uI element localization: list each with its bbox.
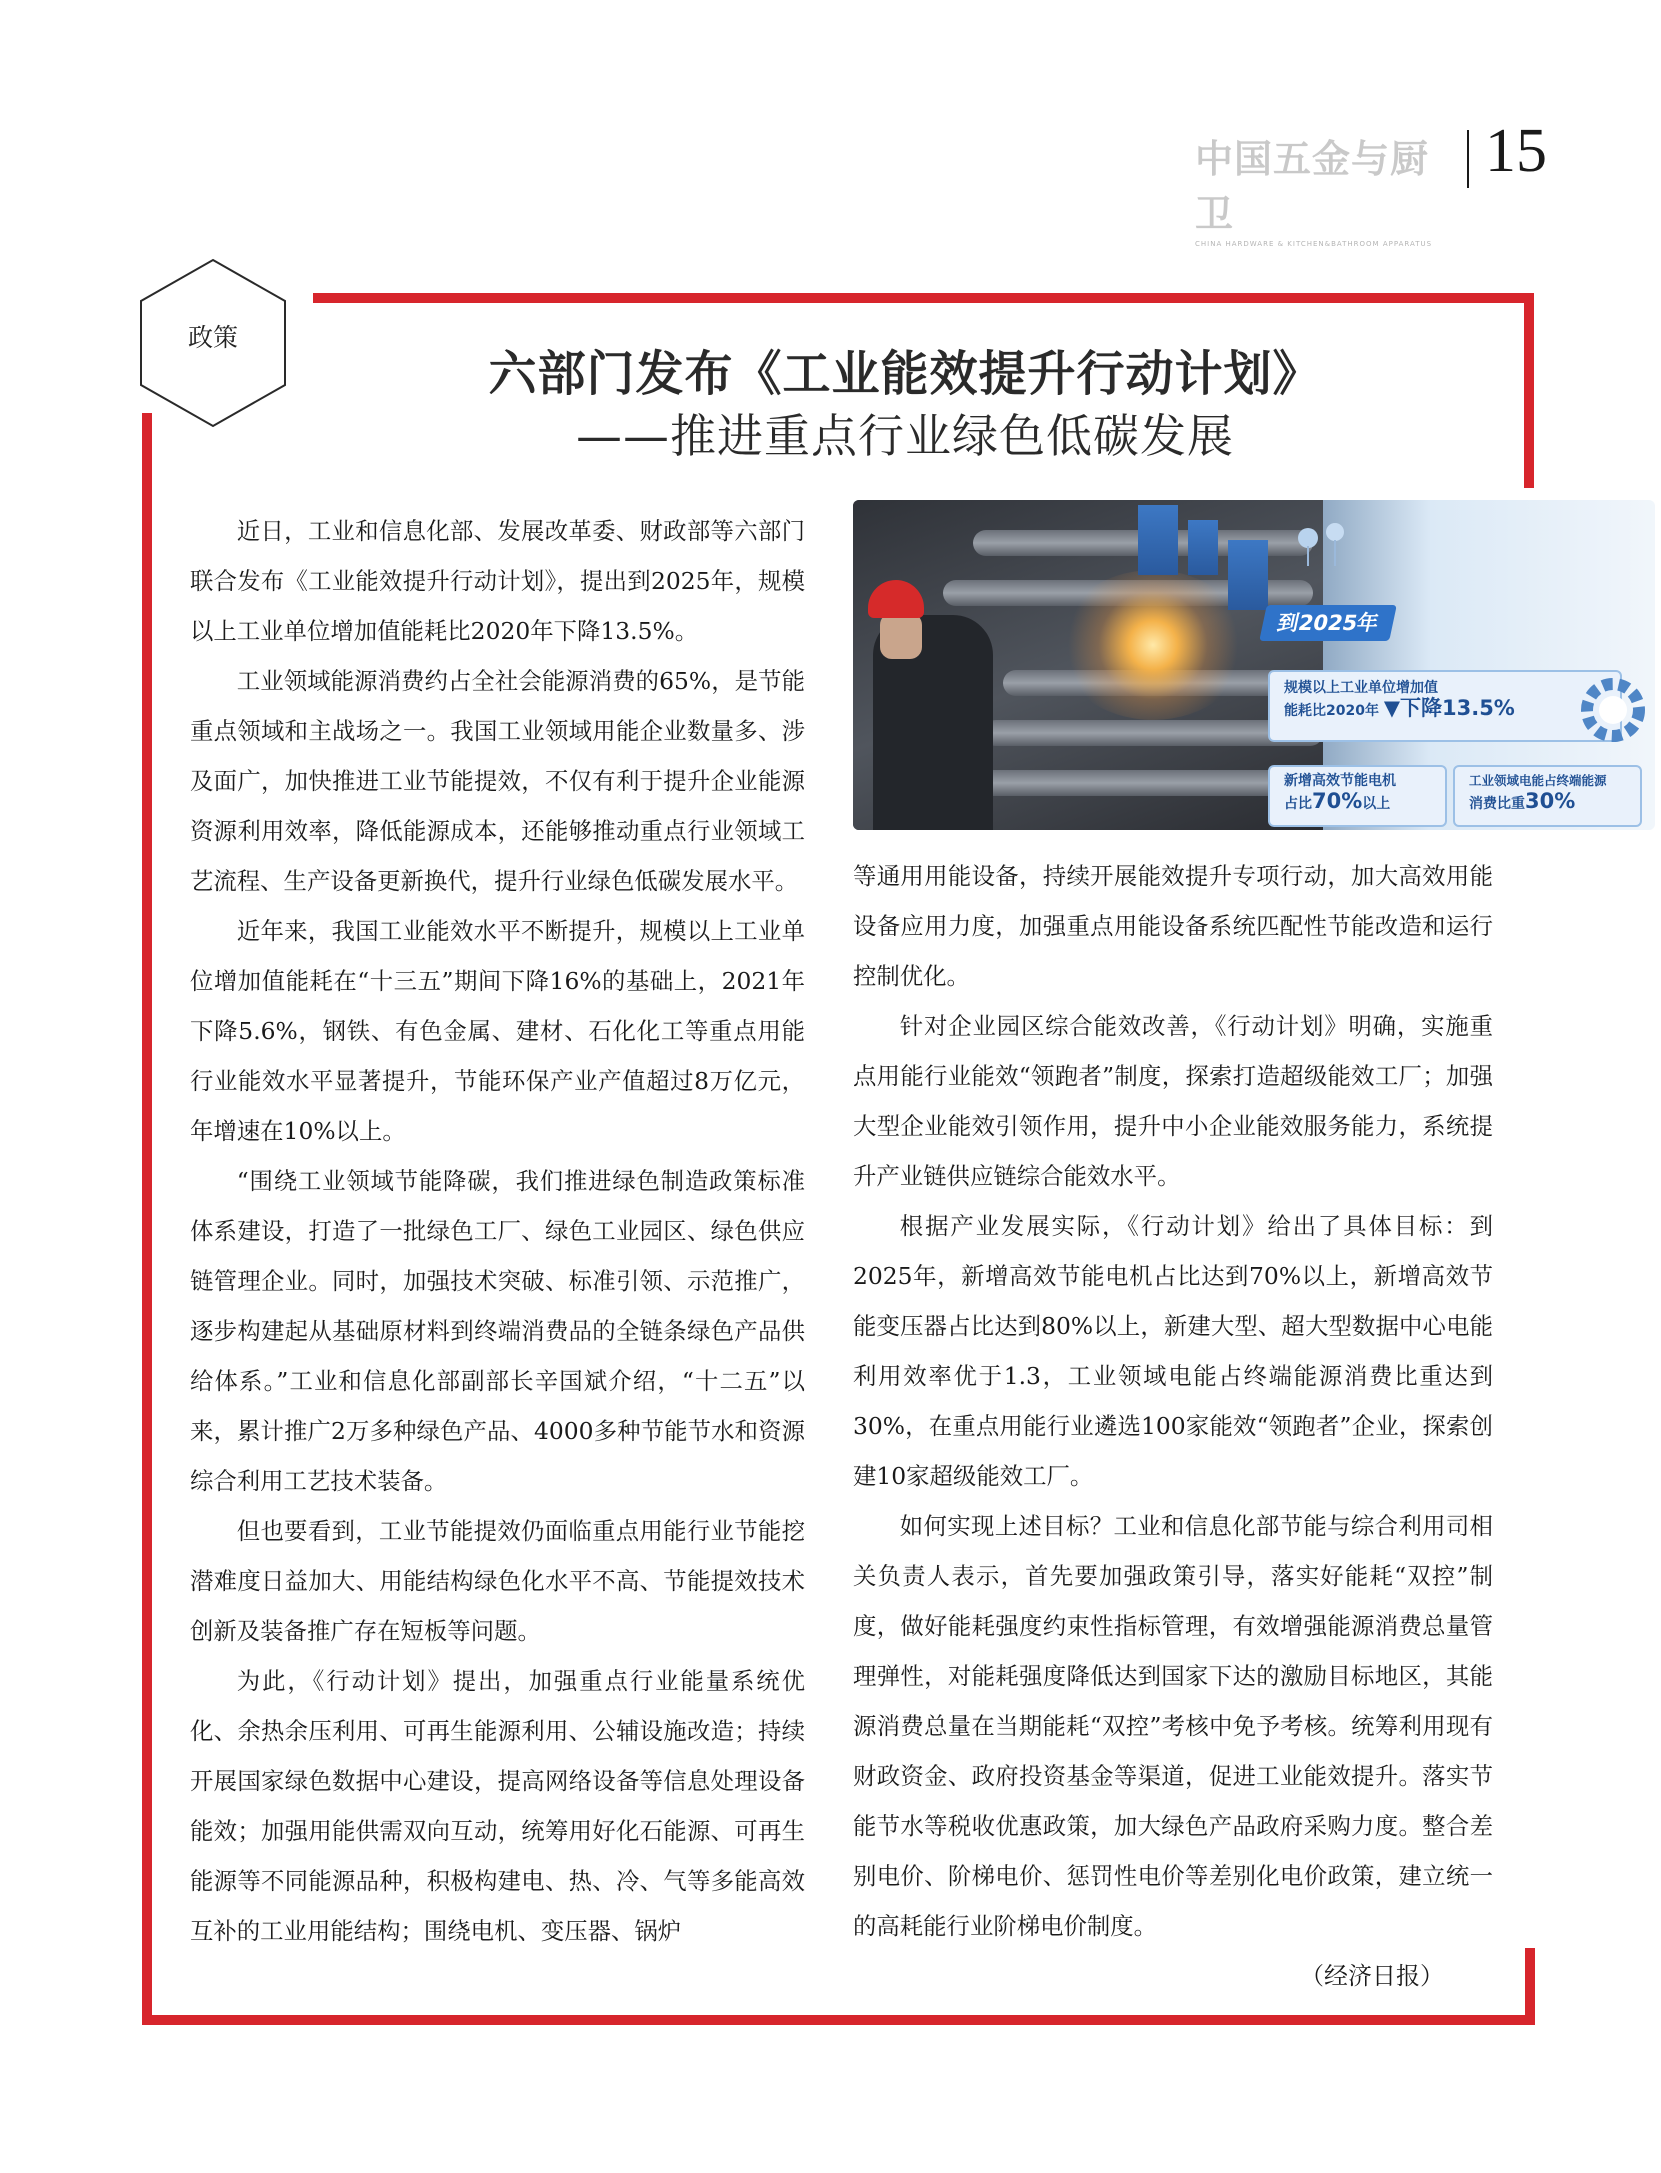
paragraph: 如何实现上述目标？工业和信息化部节能与综合利用司相关负责人表示，首先要加强政策引导，落实好能耗“双控”制度，做好能耗强度约束性指标管理，有效增强能源消费总量管理弹性，对能耗强度降低达到国家下达的激励目标地区，其能源消费总量在当期能耗“双控”考核中免予考核。统筹利用现有财政资金、政府投资基金等渠道，促进工业能效提升。落实节能节水等税收优惠政策，加大绿色产品政府采购力度。整合差别电价、阶梯电价、惩罚性电价等差别化电价政策，建立统一的高耗能行业阶梯电价制度。 bbox=[853, 1512, 1493, 1940]
gear-icon bbox=[1573, 670, 1653, 750]
building-icon bbox=[1188, 520, 1218, 575]
logo-text: 中国五金与厨卫 bbox=[1195, 137, 1430, 236]
paragraph: “围绕工业领域节能降碳，我们推进绿色制造政策标准体系建设，打造了一批绿色工厂、绿色工业园区、绿色供应链管理企业。同时，加强技术突破、标准引领、示范推广，逐步构建起从基础原材料到终端消费品的全链条绿色产品供给体系。”工业和信息化部副部长辛国斌介绍，“十二五”以来，累计推广2万多种绿色产品、4000多种节能节水和资源综合利用工艺技术装备。 bbox=[190, 1167, 805, 1495]
page-number: 15 bbox=[1485, 117, 1547, 185]
left-column bbox=[190, 506, 805, 1956]
paragraph: 工业领域能源消费约占全社会能源消费的65%，是节能重点领域和主战场之一。我国工业领域用能企业数量多、涉及面广，加快推进工业节能提效，不仅有利于提升企业能源资源利用效率，降低能源成本，还能够推动重点行业领域工艺流程、生产设备更新换代，提升行业绿色低碳发展水平。 bbox=[190, 667, 805, 895]
stat-motor-share bbox=[1268, 765, 1447, 827]
frame-right-upper bbox=[1524, 293, 1534, 488]
red-helmet-icon bbox=[868, 580, 924, 618]
stat-prefix: 占比 bbox=[1284, 796, 1312, 812]
section-tag: 政策 bbox=[187, 323, 238, 352]
paragraph: 为此，《行动计划》提出，加强重点行业能量系统优化、余热余压利用、可再生能源利用、公辅设施改造；持续开展国家绿色数据中心建设，提高网络设备等信息处理设备能效；加强用能供需双向互动，统筹用好化石能源、可再生能源等不同能源品种，积极构建电、热、冷、气等多能高效互补的工业用能结构；围绕电机、变压器、锅炉 bbox=[190, 1667, 805, 1945]
year-tag: 到2025年 bbox=[1259, 605, 1397, 641]
right-column bbox=[853, 851, 1493, 1951]
stat-label bbox=[1455, 791, 1640, 814]
worker-face bbox=[880, 613, 922, 659]
stat-electricity-share bbox=[1453, 765, 1642, 827]
header-divider bbox=[1467, 130, 1469, 188]
paragraph: 近年来，我国工业能效水平不断提升，规模以上工业单位增加值能耗在“十三五”期间下降16%的基础上，2021年下降5.6%，钢铁、有色金属、建材、石化化工等重点用能行业能效水平显著提升，节能环保产业产值超过8万亿元，年增速在10%以上。 bbox=[190, 917, 805, 1145]
frame-right-lower bbox=[1525, 1948, 1535, 2025]
building-icon bbox=[1228, 540, 1268, 610]
article-title: 六部门发布《工业能效提升行动计划》 bbox=[488, 346, 1322, 402]
paragraph: 但也要看到，工业节能提效仍面临重点用能行业节能挖潜难度日益加大、用能结构绿色化水平不高、节能提效技术创新及装备推广存在短板等问题。 bbox=[190, 1517, 805, 1645]
stat-energy-consumption bbox=[1268, 670, 1622, 742]
stat-value: 70% bbox=[1312, 789, 1363, 813]
article-source: （经济日报） bbox=[1300, 1962, 1444, 1990]
stat-label bbox=[1270, 791, 1445, 814]
stat-label bbox=[1270, 698, 1620, 721]
paragraph: 针对企业园区综合能效改善，《行动计划》明确，实施重点用能行业能效“领跑者”制度，探索打造超级能效工厂；加强大型企业能效引领作用，提升中小企业能效服务能力，系统提升产业链供应链综合能效水平。 bbox=[853, 1012, 1493, 1190]
paragraph: 根据产业发展实际，《行动计划》给出了具体目标：到2025年，新增高效节能电机占比达到70%以上，新增高效节能变压器占比达到80%以上，新建大型、超大型数据中心电能利用效率优于1.3，工业领域电能占终端能源消费比重达到30%，在重点用能行业遴选100家能效“领跑者”企业，探索创建10家超级能效工厂。 bbox=[853, 1212, 1493, 1490]
stat-value: ▼下降13.5% bbox=[1383, 696, 1515, 720]
stat-prefix: 消费比重 bbox=[1469, 796, 1525, 812]
article-subtitle: ——推进重点行业绿色低碳发展 bbox=[576, 409, 1234, 463]
paragraph: 近日，工业和信息化部、发展改革委、财政部等六部门联合发布《工业能效提升行动计划》，提出到2025年，规模以上工业单位增加值能耗比2020年下降13.5%。 bbox=[190, 517, 805, 645]
stat-suffix: 以上 bbox=[1362, 796, 1391, 812]
stat-label: 工业领域电能占终端能源 bbox=[1469, 773, 1607, 788]
frame-bottom bbox=[142, 2015, 1535, 2025]
building-icon bbox=[1138, 505, 1178, 575]
article-figure bbox=[853, 500, 1655, 830]
frame-left bbox=[142, 413, 152, 2025]
frame-top bbox=[313, 293, 1533, 303]
stat-value: 30% bbox=[1525, 789, 1576, 813]
stat-label: 新增高效节能电机 bbox=[1284, 773, 1396, 789]
logo-subtitle: CHINA HARDWARE & KITCHEN&BATHROOM APPARATUS bbox=[1195, 240, 1433, 248]
magazine-logo bbox=[1195, 128, 1445, 248]
paragraph-continuation: 等通用用能设备，持续开展能效提升专项行动，加大高效用能设备应用力度，加强重点用能设备系统匹配性节能改造和运行控制优化。 bbox=[853, 862, 1493, 990]
stat-label: 能耗比2020年 bbox=[1284, 703, 1379, 719]
stat-label: 规模以上工业单位增加值 bbox=[1284, 680, 1438, 696]
welding-sparks bbox=[1058, 570, 1248, 720]
tree-icon bbox=[1293, 520, 1353, 570]
